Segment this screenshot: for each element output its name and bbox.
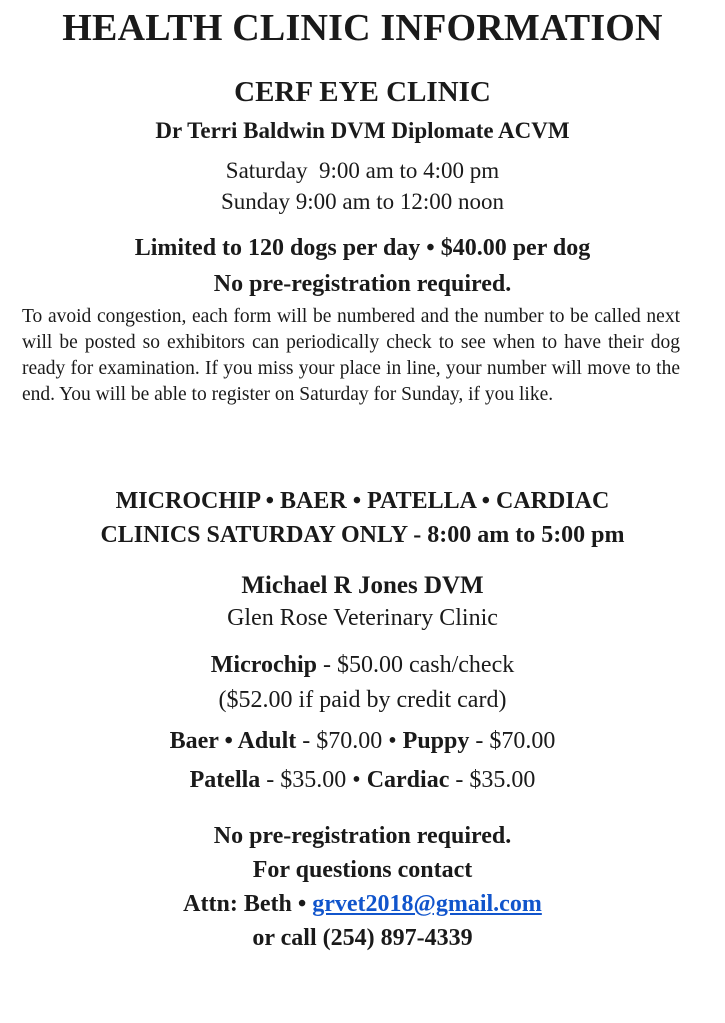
hours-sunday: Sunday 9:00 am to 12:00 noon — [220, 189, 505, 214]
puppy-label: Puppy — [402, 728, 470, 754]
cerf-limit: Limited to 120 dogs per day • $40.00 per dog — [134, 235, 591, 261]
contact-no-prereg: No pre-registration required. — [213, 823, 512, 849]
cerf-doctor: Dr Terri Baldwin DVM Diplomate ACVM — [155, 118, 570, 143]
micro-heading-line2: CLINICS SATURDAY ONLY - 8:00 am to 5:00 pm — [100, 522, 625, 548]
patella-label: Patella — [189, 767, 261, 793]
micro-section — [0, 484, 725, 799]
cerf-hours — [0, 155, 725, 217]
puppy-price: - $70.00 — [469, 728, 556, 754]
micro-heading — [0, 484, 725, 552]
cardiac-label: Cardiac — [366, 767, 450, 793]
contact-attn-line — [0, 887, 725, 921]
cerf-no-prereg: No pre-registration required. — [213, 271, 512, 297]
cerf-paragraph: To avoid congestion, each form will be numbered and the number to be called next will be posted so exhibitors can periodically check to see when to have their dog ready for examination. If you miss your place in line, your number will move to the end. You will be able to register on Saturday for Sunday, if you like. — [22, 306, 680, 405]
microchip-label: Microchip — [210, 652, 317, 678]
cardiac-price: - $35.00 — [449, 767, 536, 793]
microchip-price: - $50.00 cash/check — [316, 652, 515, 678]
patella-price-line — [0, 761, 725, 799]
contact-attn: Attn: Beth • — [183, 891, 313, 917]
baer-price-line — [0, 722, 725, 760]
hours-saturday: Saturday 9:00 am to 4:00 pm — [225, 158, 500, 183]
contact-questions: For questions contact — [252, 857, 473, 883]
baer-adult-label: Baer • Adult — [169, 728, 297, 754]
contact-email-link[interactable]: grvet2018@gmail.com — [312, 891, 542, 917]
cerf-section — [0, 75, 725, 408]
micro-doctor: Michael R Jones DVM — [241, 572, 484, 599]
microchip-price-line — [0, 648, 725, 682]
cerf-heading: CERF EYE CLINIC — [234, 76, 491, 108]
baer-adult-price: - $70.00 • — [296, 728, 403, 754]
microchip-credit: ($52.00 if paid by credit card) — [218, 687, 507, 713]
contact-phone: or call (254) 897-4339 — [252, 925, 473, 951]
page-title: HEALTH CLINIC INFORMATION — [62, 7, 663, 49]
micro-clinic: Glen Rose Veterinary Clinic — [227, 605, 498, 631]
patella-price: - $35.00 • — [260, 767, 367, 793]
micro-heading-line1: MICROCHIP • BAER • PATELLA • CARDIAC — [115, 488, 610, 514]
contact-section — [0, 819, 725, 955]
